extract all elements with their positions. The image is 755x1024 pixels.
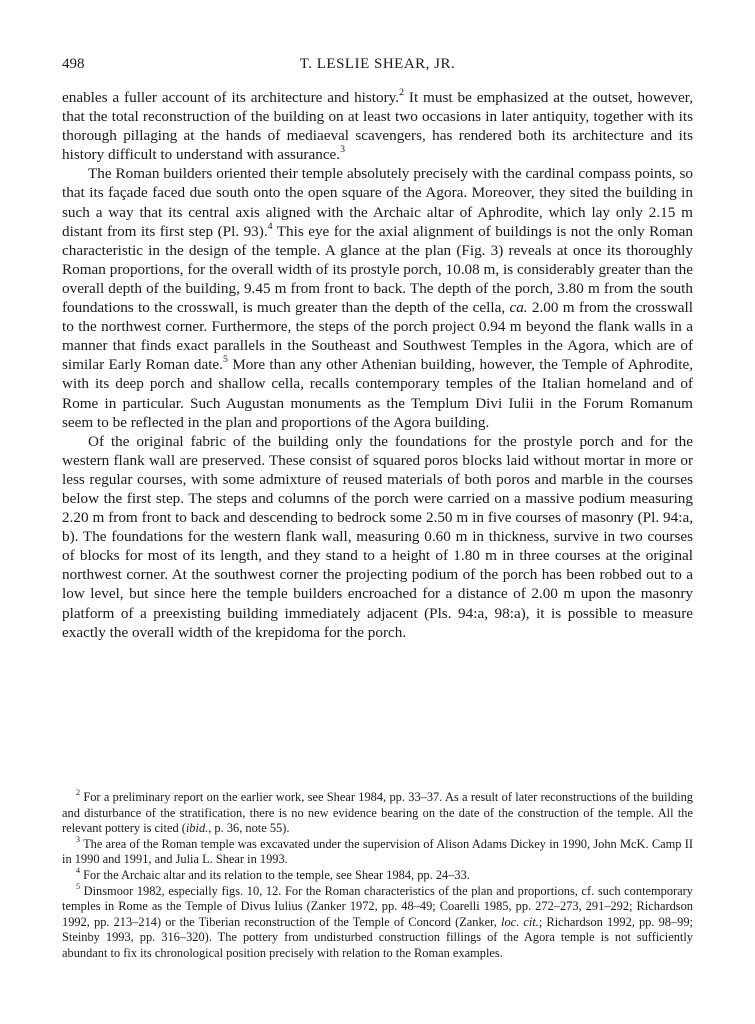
body-text — [62, 88, 693, 642]
page-header — [62, 56, 693, 76]
footnote-ref-4[interactable]: 4 — [267, 220, 273, 232]
paragraph-1: enables a fuller account of its architecture and history.$^2$ It must be emphasized at the outset, however, that the total reconstruction of the building on at least two occasions in later antiquity, together with its thorough pillaging at the hands of mediaeval scavengers, has rendered both its architecture and its history difficult to understand with assurance.$^3$ — [62, 86, 693, 164]
footnote-ref-2[interactable]: 2 — [399, 86, 405, 98]
paragraph-2: The Roman builders oriented their temple absolutely precisely with the cardinal compass points, so that its façade faced due south onto the open square of the Agora. Moreover, they sited the building in such a way that its central axis aligned with the Archaic altar of Aphrodite, which lay only 2.15 m distant from its first step (Pl. 93).$^4$ This eye for the axial alignment of buildings is not the only Roman characteristic in the design of the temple. A glance at the plan (Fig. 3) reveals at once its thoroughly Roman proportions, for the overall width of its prostyle porch, 10.08 m, is considerably greater than the overall depth of the building, 9.45 m from front to back. The depth of the porch, 3.80 m from the south foundations to the crosswall, is much greater than the depth of the cella, ca. 2.00 m from the crosswall to the northwest corner. Furthermore, the steps of the porch project 0.94 m beyond the flank walls in a manner that finds exact parallels in the Southeast and Southwest Temples in the Agora, which are of similar Early Roman date.$^5$ More than any other Athenian building, however, the Temple of Aphrodite, with its deep porch and shallow cella, recalls contemporary temples of the Italian homeland and of Rome in particular. Such Augustan monuments as the Templum Divi Iulii in the Forum Romanum seem to be reflected in the plan and proportions of the Agora building. — [62, 165, 693, 431]
footnotes — [62, 790, 693, 962]
footnote-3: $^3$ The area of the Roman temple was excavated under the supervision of Alison Adams Dickey in 1990, John McK. Camp II in 1990 and 1991, and Julia L. Shear in 1993. — [62, 834, 693, 867]
footnote-ref-5[interactable]: 5 — [222, 354, 228, 366]
paragraph-3: Of the original fabric of the building only the foundations for the prostyle porch and for the western flank wall are preserved. These consist of squared poros blocks laid without mortar in more or less regular courses, with some admixture of reused materials of both poros and marble in the courses below the first step. The steps and columns of the porch were carried on a massive podium measuring 2.20 m from front to back and descending to bedrock some 2.50 m in five courses of masonry (Pl. 94:a, b). The foundations for the western flank wall, measuring 0.60 m in thickness, survive in two courses of blocks for most of its length, and they stand to a height of 1.80 m in three courses at the original northwest corner. At the southwest corner the projecting podium of the porch has been robbed out to a low level, but since here the temple builders encroached for a distance of 2.00 m upon the masonry platform of a preexisting building immediately adjacent (Pls. 94:a, 98:a), it is possible to measure exactly the overall width of the krepidoma for the porch. — [62, 432, 693, 641]
footnote-4: $^4$ For the Archaic altar and its relation to the temple, see Shear 1984, pp. 24–33. — [76, 866, 470, 882]
footnote-5: $^5$ Dinsmoor 1982, especially figs. 10, 12. For the Roman characteristics of the plan and proportions, cf. such contemporary temples in Rome as the Temple of Divus Iulius (Zanker 1972, pp. 48–49; Coarelli 1985, pp. 272–273, 291–292; Richardson 1992, pp. 213–214) or the Tiberian reconstruction of the Temple of Concord (Zanker, loc. cit.; Richardson 1992, pp. 98–99; Steinby 1993, pp. 316–320). The pottery from undisturbed construction fillings of the Agora temple is not sufficiently abundant to fix its chronological position precisely with relation to the Roman examples. — [62, 881, 693, 960]
footnote-2: $^2$ For a preliminary report on the earlier work, see Shear 1984, pp. 33–37. As a result of later reconstructions of the building and disturbance of the stratification, there is no new evidence bearing on the date of the construction of the temple. All the relevant pottery is cited (ibid., p. 36, note 55). — [62, 788, 693, 836]
footnote-ref-3[interactable]: 3 — [340, 144, 346, 156]
page-number: 498 — [62, 56, 85, 72]
running-head: T. LESLIE SHEAR, JR. — [299, 56, 456, 72]
